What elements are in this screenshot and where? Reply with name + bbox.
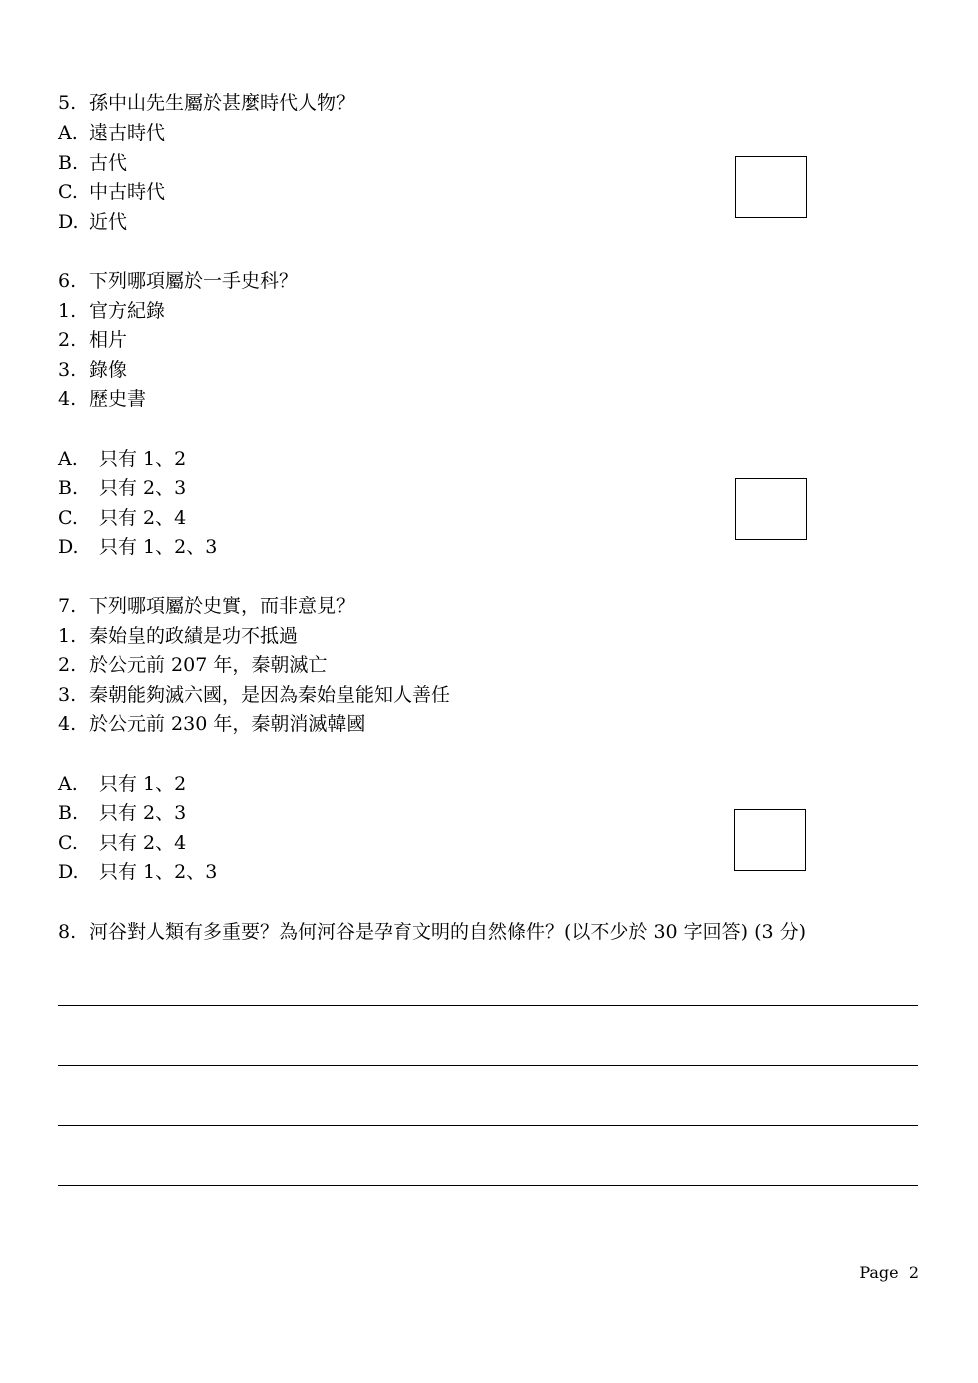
q6-item-3: 3. 錄像 — [58, 359, 128, 381]
question-number: 6. — [58, 270, 77, 292]
q7-option-c: C. 只有 2、4 — [58, 832, 187, 854]
q6-item-2: 2. 相片 — [58, 329, 128, 351]
q6-option-a: A. 只有 1、2 — [58, 448, 187, 470]
q6-option-b: B. 只有 2、3 — [58, 477, 187, 499]
answer-line-4[interactable] — [58, 1185, 918, 1186]
q7-option-d: D. 只有 1、2、3 — [58, 861, 218, 883]
q6-option-c: C. 只有 2、4 — [58, 507, 187, 529]
question-number: 7. — [58, 595, 77, 617]
answer-line-1[interactable] — [58, 1005, 918, 1006]
q5-option-d: D. 近代 — [58, 211, 128, 233]
question-5 — [58, 91, 355, 115]
q5-option-c: C. 中古時代 — [58, 181, 166, 203]
q7-answer-box[interactable] — [734, 809, 806, 871]
q7-item-4: 4. 於公元前 230 年，秦朝消滅韓國 — [58, 713, 366, 735]
q5-option-b: B. 古代 — [58, 152, 128, 174]
q7-option-b: B. 只有 2、3 — [58, 802, 187, 824]
question-number: 5. — [58, 92, 77, 114]
q5-option-a: A. 遠古時代 — [58, 122, 166, 144]
page-number: Page 2 — [859, 1263, 919, 1282]
q7-option-a: A. 只有 1、2 — [58, 773, 187, 795]
q6-option-d: D. 只有 1、2、3 — [58, 536, 218, 558]
question-text: 下列哪項屬於史實，而非意見？ — [89, 595, 356, 617]
question-text: 河谷對人類有多重要？為何河谷是孕育文明的自然條件？(以不少於 30 字回答) (3 分) — [89, 921, 807, 943]
answer-line-3[interactable] — [58, 1125, 918, 1126]
q6-answer-box[interactable] — [735, 478, 807, 540]
question-8 — [58, 920, 806, 944]
q7-item-1: 1. 秦始皇的政績是功不抵過 — [58, 625, 299, 647]
q7-item-3: 3. 秦朝能夠滅六國，是因為秦始皇能知人善任 — [58, 684, 451, 706]
answer-line-2[interactable] — [58, 1065, 918, 1066]
question-6 — [58, 269, 298, 293]
q6-item-1: 1. 官方紀錄 — [58, 300, 166, 322]
q5-answer-box[interactable] — [735, 156, 807, 218]
question-7 — [58, 594, 355, 618]
question-number: 8. — [58, 921, 77, 943]
question-text: 孫中山先生屬於甚麼時代人物？ — [89, 92, 356, 114]
q7-item-2: 2. 於公元前 207 年，秦朝滅亡 — [58, 654, 328, 676]
question-text: 下列哪項屬於一手史科？ — [89, 270, 299, 292]
q6-item-4: 4. 歷史書 — [58, 388, 147, 410]
